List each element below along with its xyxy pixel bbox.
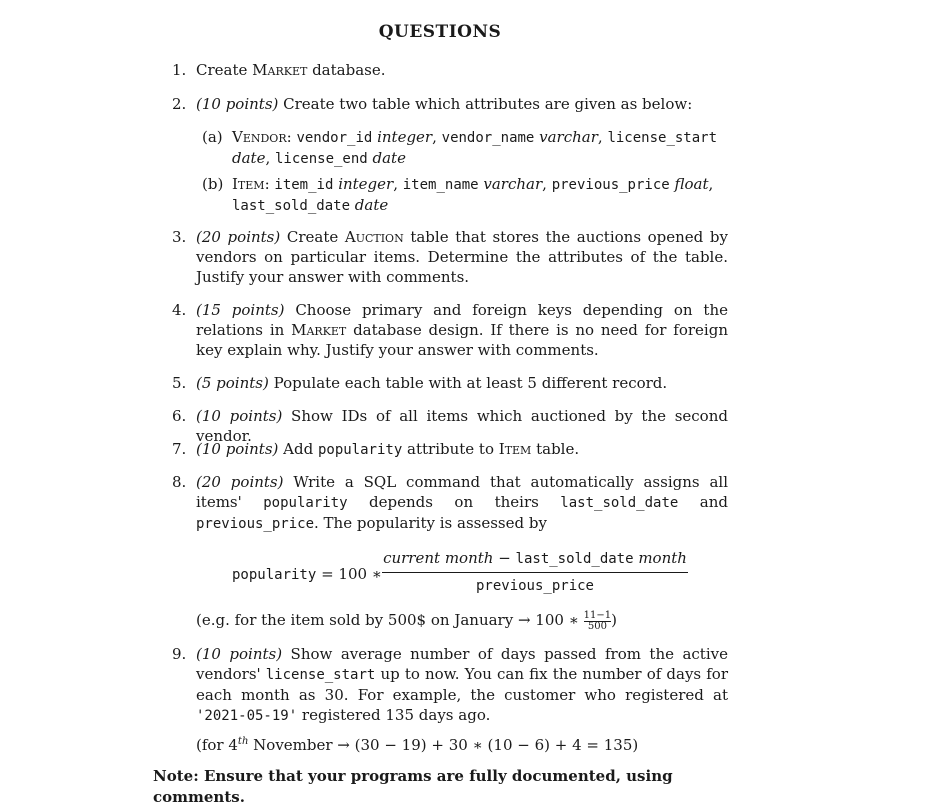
formula-example [196, 610, 736, 632]
attribute-name: last_sold_date [560, 495, 679, 511]
attribute-name: popularity [317, 442, 403, 458]
column-name: previous_price [551, 177, 670, 193]
question-3 [172, 227, 728, 287]
question-text: Choose primary and foreign keys depending on the relations in [196, 301, 728, 339]
column-name: vendor_id [296, 130, 373, 146]
column-name: last_sold_date [232, 198, 351, 214]
calc-superscript: th [237, 736, 249, 747]
formula-numerator [382, 548, 688, 570]
example-fraction-den: 500 [584, 621, 611, 632]
question-number: 9. [172, 645, 187, 663]
attribute-name: license_start [265, 667, 376, 683]
table-name: Vendor [232, 128, 287, 146]
formula-fraction [382, 548, 688, 596]
question-4 [172, 300, 728, 360]
question-number: 4. [172, 301, 187, 319]
calculation-example [196, 732, 736, 755]
formula-attribute: popularity [232, 567, 317, 583]
column-type: date [232, 149, 266, 167]
column-type: varchar [483, 175, 543, 193]
question-2a: (a) Vendor: vendor_id integer, vendor_name varchar, license_start date, license_end date [202, 128, 718, 167]
column-type: integer [338, 175, 394, 193]
question-text: Populate each table with at least 5 different record. [268, 374, 668, 392]
example-fraction-num: 11−1 [583, 609, 612, 621]
question-text: and [678, 493, 728, 511]
points-label: (10 points) [196, 407, 283, 425]
question-number: 8. [172, 473, 187, 491]
formula-denominator: previous_price [475, 578, 594, 594]
colon: : [286, 128, 297, 146]
documentation-note: Note: Ensure that your programs are fully documented, using comments. [153, 767, 673, 806]
calc-text: November → (30 − 19) + 30 ∗ (10 − 6) + 4 = 135) [248, 736, 639, 754]
points-label: (20 points) [196, 473, 284, 491]
question-text: Create [196, 61, 253, 79]
column-name: item_name [402, 177, 479, 193]
attribute-name: previous_price [196, 516, 315, 532]
formula-attribute: last_sold_date [515, 551, 634, 567]
calc-text: (for 4 [196, 736, 238, 754]
numerator-text: month [633, 549, 687, 567]
question-number: 2. [172, 95, 187, 113]
points-label: (10 points) [196, 440, 279, 458]
column-type: float [674, 175, 709, 193]
question-text: Show IDs of all items which auctioned by the second vendor. [196, 407, 728, 445]
question-text: . The popularity is assessed by [314, 514, 547, 532]
attribute-name: popularity [263, 495, 348, 511]
question-number: 1. [172, 61, 187, 79]
points-label: (10 points) [196, 95, 279, 113]
column-name: license_start [607, 130, 718, 146]
question-text: attribute to [402, 440, 499, 458]
sub-label: (a) [202, 128, 223, 146]
auction-term: Auction [344, 228, 404, 246]
example-text: (e.g. for the item sold by 500$ on January → 100 ∗ [196, 611, 584, 629]
question-text: database. [307, 61, 386, 79]
question-2b: (b) Item: item_id integer, item_name varchar, previous_price float, last_sold_date date [202, 175, 714, 214]
column-name: item_id [274, 177, 334, 193]
numerator-text: current month [383, 549, 494, 567]
market-term: Market [291, 321, 347, 339]
page-title: QUESTIONS [378, 22, 502, 42]
example-fraction [584, 611, 611, 632]
points-label: (15 points) [196, 301, 285, 319]
question-text: Create [280, 228, 345, 246]
question-text: up to now. You can fix the number of days for each month as 30. For example, the customer who registered at [196, 665, 728, 704]
column-name: vendor_name [441, 130, 535, 146]
column-type: integer [377, 128, 433, 146]
fraction-bar [382, 572, 688, 573]
column-name: license_end [275, 151, 368, 167]
question-text: database design. If there is no need for foreign key explain why. Justify your answer with comments. [196, 321, 728, 359]
question-text: Create two table which attributes are given as below: [278, 95, 693, 113]
column-type: date [372, 149, 406, 167]
question-2 [172, 94, 728, 114]
sub-label: (b) [202, 175, 224, 193]
question-text: registered 135 days ago. [297, 706, 491, 724]
question-text: depends on theirs [347, 493, 561, 511]
question-text: table that stores the auctions opened by vendors on particular items. Determine the attributes of the table. Justify your answer with comments. [196, 228, 728, 286]
example-close: ) [611, 611, 617, 629]
question-7 [172, 439, 728, 460]
question-number: 7. [172, 440, 187, 458]
item-term: Item [498, 440, 532, 458]
question-text: Add [278, 440, 318, 458]
question-5 [172, 373, 728, 393]
question-number: 5. [172, 374, 187, 392]
question-1 [172, 60, 728, 80]
colon: : [264, 175, 275, 193]
question-9 [172, 644, 728, 726]
column-type: varchar [539, 128, 598, 146]
date-literal: '2021-05-19' [196, 708, 298, 724]
question-text: Write a SQL command that automatically assigns all items' [196, 473, 728, 511]
minus-sign: − [493, 549, 516, 567]
points-label: (5 points) [196, 374, 269, 392]
question-number: 6. [172, 407, 187, 425]
question-text: table. [531, 440, 580, 458]
column-type: date [354, 196, 389, 214]
points-label: (10 points) [196, 645, 283, 663]
formula-operator: = 100 ∗ [316, 565, 382, 583]
popularity-formula [232, 548, 692, 598]
market-term: Market [252, 61, 308, 79]
question-number: 3. [172, 228, 187, 246]
table-name: Item [232, 175, 265, 193]
points-label: (20 points) [196, 228, 281, 246]
question-text: Show average number of days passed from the active vendors' [196, 645, 728, 683]
formula-lhs [232, 564, 382, 585]
question-8 [172, 472, 728, 534]
